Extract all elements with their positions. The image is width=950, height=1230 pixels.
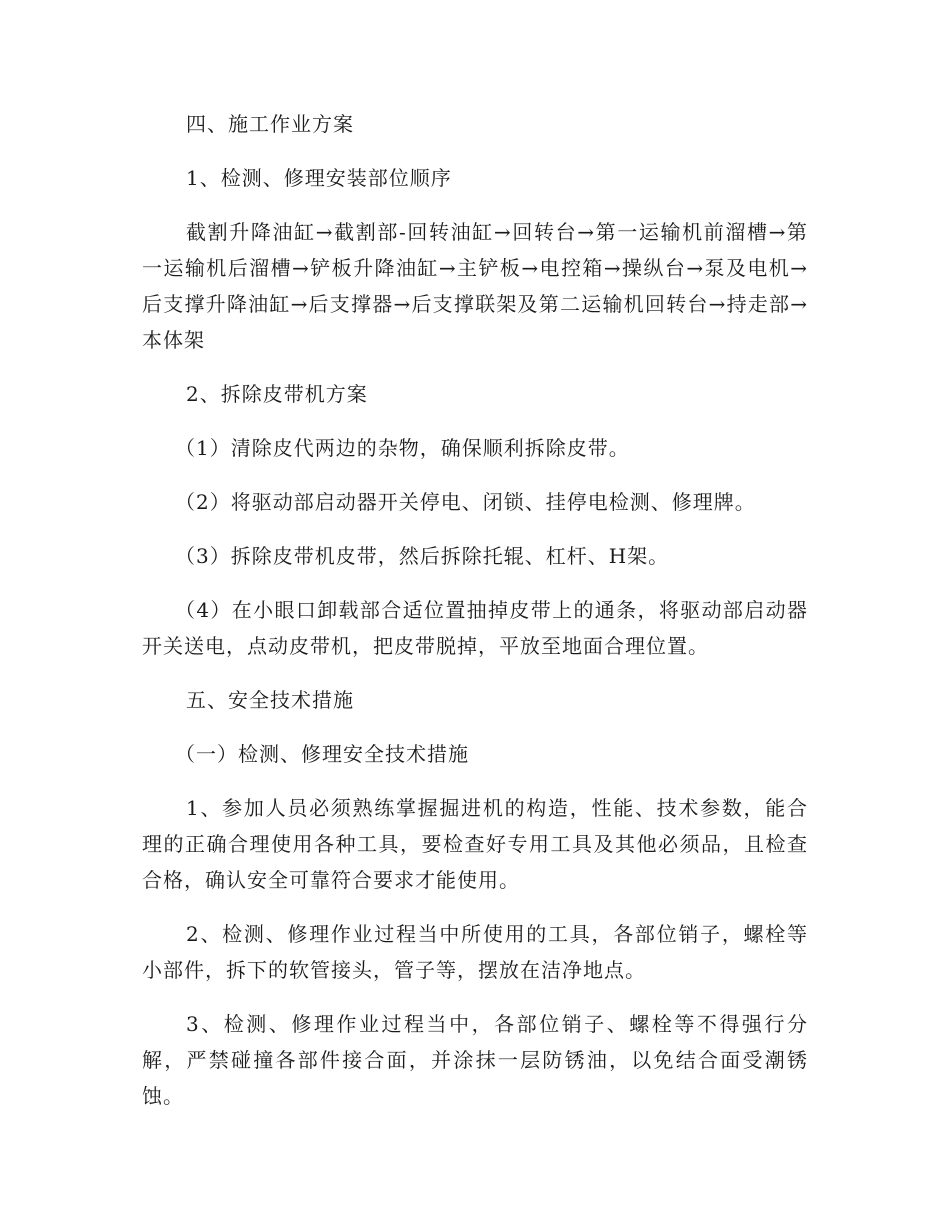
safety-measure-1: 1、参加人员必须熟练掌握掘进机的构造，性能、技术参数，能合理的正确合理使用各种工具，要检查好专用工具及其他必须品，且检查合格，确认安全可靠符合要求才能使用。 xyxy=(142,796,808,892)
section-heading-safety-measures: 五、安全技术措施 xyxy=(186,688,354,712)
belt-removal-step-1: （1）清除皮代两边的杂物，确保顺利拆除皮带。 xyxy=(175,436,630,460)
belt-removal-step-4: （4）在小眼口卸载部合适位置抽掉皮带上的通条，将驱动部启动器开关送电，点动皮带机，把皮带脱掉，平放至地面合理位置。 xyxy=(142,598,808,658)
sub-heading-repair-safety: （一）检测、修理安全技术措施 xyxy=(175,742,469,766)
item-heading-belt-removal: 2、拆除皮带机方案 xyxy=(186,382,368,406)
belt-removal-step-2: （2）将驱动部启动器开关停电、闭锁、挂停电检测、修理牌。 xyxy=(175,490,756,514)
item-heading-repair-sequence: 1、检测、修理安装部位顺序 xyxy=(186,166,452,190)
safety-measure-3: 3、检测、修理作业过程当中，各部位销子、螺栓等不得强行分解，严禁碰撞各部件接合面，并涂抹一层防锈油，以免结合面受潮锈蚀。 xyxy=(142,1012,808,1108)
section-heading-construction-plan: 四、施工作业方案 xyxy=(186,112,354,136)
safety-measure-2: 2、检测、修理作业过程当中所使用的工具，各部位销子，螺栓等小部件，拆下的软管接头，管子等，摆放在洁净地点。 xyxy=(142,922,808,982)
repair-sequence-paragraph: 截割升降油缸→截割部-回转油缸→回转台→第一运输机前溜槽→第一运输机后溜槽→铲板升降油缸→主铲板→电控箱→操纵台→泵及电机→后支撑升降油缸→后支撑器→后支撑联架及第二运输机回转台→持走部→本体架 xyxy=(142,220,808,352)
belt-removal-step-3: （3）拆除皮带机皮带，然后拆除托辊、杠杆、H架。 xyxy=(175,544,670,568)
document-body xyxy=(142,106,808,1114)
